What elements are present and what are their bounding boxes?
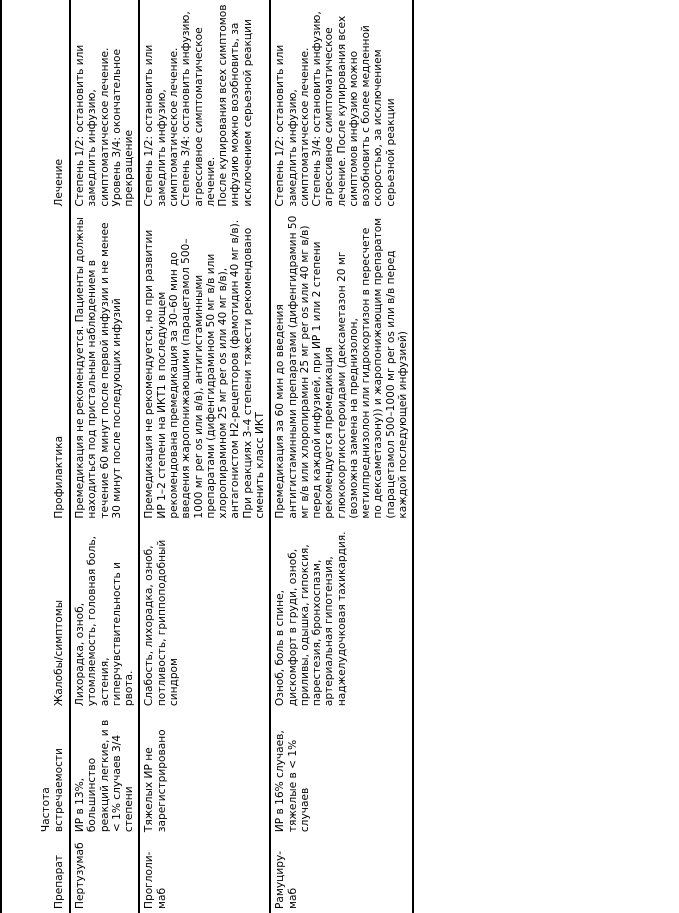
treatment-line: Степень 1/2: остановить или замедлить инфузию, симптоматическое лечение. — [74, 44, 111, 207]
treatment-line: Степень 1/2: остановить или замедлить инфузию, симптоматическое лечение. — [274, 44, 311, 207]
treatment-line: Степень 3/4: остановить инфузию, агрессивное симптоматическое лечение. — [180, 11, 217, 207]
header-frequency: Частота встречаемости — [1, 710, 70, 836]
header-treatment: Лечение — [1, 0, 70, 211]
cell-treatment — [139, 0, 270, 211]
table-row — [270, 0, 413, 913]
header-complaints: Жалобы/симптомы — [1, 523, 70, 711]
cell-complaints: Лихорадка, озноб, утомляемость, головная боль, астения, гиперчувствительность и рвота. — [70, 523, 139, 711]
cell-prophylaxis: Премедикация не рекомендуется. Пациенты должны находиться под пристальным наблюдением в течение 60 минут после первой инфузии и не менее 30 минут после последующих инфузий — [70, 211, 139, 523]
cell-frequency: ИР в 13%, большинство реакций легкие, и в < 1% случаев 3/4 степени — [70, 710, 139, 836]
cell-frequency: Тяжелых ИР не зарегистрировано — [139, 710, 270, 836]
treatment-line: Степень 3/4: остановить инфузию, агрессивное симптоматическое лечение. После купирования всех симптомов инфузию можно возобновить с более медленной скоростью, за исключением серьезной реакции — [311, 11, 397, 207]
table-row — [70, 0, 139, 913]
treatment-line: Степень 1/2: остановить или замедлить инфузию, симптоматическое лечение. — [143, 44, 180, 207]
cell-drug: Пертузумаб — [70, 836, 139, 913]
cell-drug: Проглоли- маб — [139, 836, 270, 913]
cell-complaints: Озноб, боль в спине, дискомфорт в груди, озноб, приливы, одышка, гипоксия, парестезия, бронхоспазм, артериальная гипотензия, наджелудочковая тахикардия. — [270, 523, 413, 711]
table-row — [139, 0, 270, 913]
treatment-line: После купирования всех симптомов инфузию можно возобновить, за исключением серьезной реакции — [217, 4, 254, 207]
cell-complaints: Слабость, лихорадка, озноб, потливость, гриппоподобный синдром — [139, 523, 270, 711]
treatment-line: Уровень 3/4: окончательное прекращение — [110, 48, 136, 207]
cell-treatment — [270, 0, 413, 211]
table-header-row — [1, 0, 70, 913]
cell-prophylaxis: Премедикация не рекомендуется, но при развитии ИР 1–2 степени на ИКТ1 в последующем рекомендована премедикация за 30–60 мин до введения жаропонижающими (парацетамол 500–1000 мг per os или в/в), антигистаминными препаратами (дифенгидрамином 50 мг в/в или хлоропирамином 25 мг per os или 40 мг в/в), антагонистом H2-рецепторов (фамотидин 40 мг в/в). При реакциях 3–4 степени тяжести рекомендовано сменить класс ИКТ — [139, 211, 270, 523]
cell-frequency: ИР в 16% случаев, тяжелые в < 1% случаев — [270, 710, 413, 836]
header-drug: Препарат — [1, 836, 70, 913]
cell-drug: Рамуциру- маб — [270, 836, 413, 913]
cell-treatment — [70, 0, 139, 211]
header-prophylaxis: Профилактика — [1, 211, 70, 523]
cell-prophylaxis: Премедикация за 60 мин до введения антигистаминными препаратами (дифенгидрамин 50 мг в/в или хлоропирамин 25 мг per os или 40 мг в/в) перед каждой инфузией, при ИР 1 или 2 степени рекомендуется премедикация глюкокортикостероидами (дексаметазон 20 мг (возможна замена на преднизолон, метилпреднизолон или гидрокортизон в пересчете по дексаметазону)) и жаропонижающим препаратом (парацетамол 500–1000 мг per os или в/в перед каждой последующей инфузией) — [270, 211, 413, 523]
